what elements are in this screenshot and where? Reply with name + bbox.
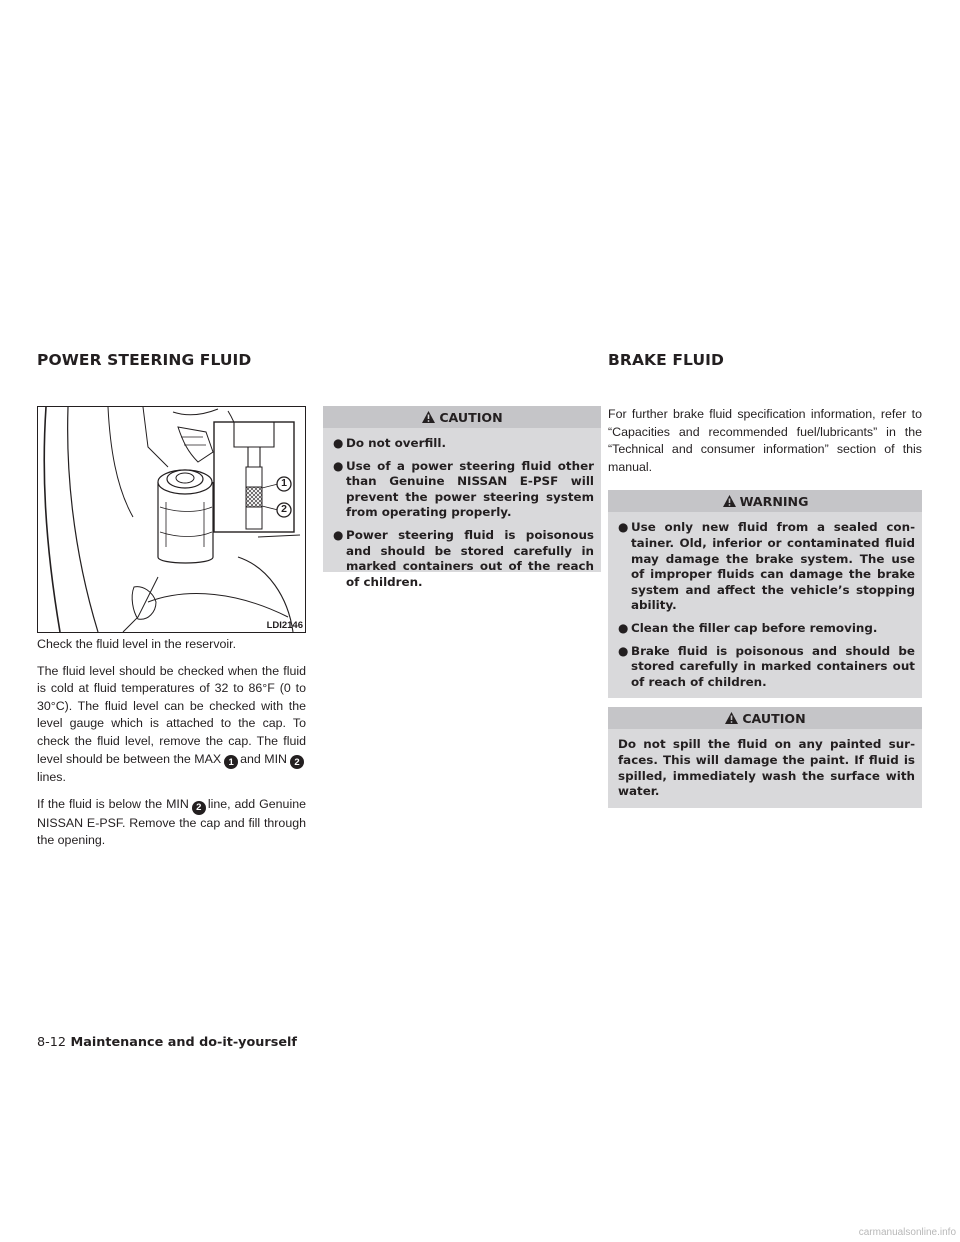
text: The fluid level should be checked when the fluid is cold at fluid temperatures of 32 to 86°F (0 to 30°C). The fluid level can be checked with the level gauge which is attached to the cap. To check the fluid level, remove the cap. The fluid level should be between the MAX [37, 663, 306, 766]
list-item [618, 644, 915, 691]
text: Do not overfill. [346, 436, 446, 450]
text: Use of a power steering fluid other than Genuine NISSAN E-PSF will prevent the power steering system from operating properly. [346, 458, 594, 520]
callout-1: 1 [281, 477, 287, 489]
text: Power steering fluid is poisonous and should be stored carefully in marked containers out of the reach of children. [346, 527, 594, 589]
warning-triangle-icon [722, 494, 737, 508]
page-number: 8-12 [37, 1035, 67, 1050]
callout-max-icon: 1 [224, 755, 238, 769]
brake-warning-box [608, 490, 922, 698]
paragraph-check-level: Check the fluid level in the reservoir. [37, 637, 237, 651]
callout-min-icon: 2 [192, 801, 206, 815]
paragraph-level-instructions [37, 663, 306, 787]
text: and MIN [240, 751, 287, 766]
caution-heading: CAUTION [742, 710, 806, 726]
bullet-icon: ● [333, 436, 344, 450]
reservoir-figure [37, 406, 306, 633]
caution-list [323, 428, 601, 598]
list-item [333, 528, 594, 590]
caution-header [608, 707, 922, 729]
bullet-icon: ● [333, 527, 344, 542]
text: If the fluid is below the MIN [37, 796, 189, 811]
watermark: carmanualsonline.info [858, 1227, 956, 1238]
bullet-icon: ● [618, 643, 629, 658]
callout-min-icon: 2 [290, 755, 304, 769]
bullet-icon: ● [333, 458, 344, 473]
text: Clean the filler cap before removing. [631, 620, 878, 635]
list-item [333, 459, 594, 521]
list-item [618, 621, 915, 637]
brake-caution-box [608, 707, 922, 807]
list-item [618, 520, 915, 614]
reservoir-illustration [38, 407, 305, 632]
callout-2: 2 [281, 503, 287, 515]
chapter-title: Maintenance and do-it-yourself [70, 1035, 297, 1050]
text: Use only new fluid from a sealed container. Old, inferior or contaminated fluid may damage the brake system. The use of improper fluids can damage the brake system and affect the vehicle’s stopping ability. [631, 520, 915, 613]
caution-triangle-icon [724, 711, 739, 725]
text: lines. [37, 770, 66, 785]
list-item [333, 436, 594, 452]
warning-list [608, 512, 922, 698]
warning-heading: WARNING [739, 493, 809, 509]
bullet-icon: ● [618, 620, 629, 635]
paragraph-brake-spec: For further brake fluid specification information, refer to “Capacities and recommended fuel/lubricants” in the “Technical and consumer information” section of this manual. [608, 407, 922, 474]
bullet-icon: ● [618, 520, 629, 535]
text: Do not spill the fluid on any painted surfaces. This will damage the paint. If fluid is spilled, immediately wash the surface with water. [618, 737, 915, 799]
page-footer [37, 1033, 297, 1051]
brake-fluid-title: BRAKE FLUID [608, 351, 724, 369]
warning-header [608, 490, 922, 512]
power-steering-body [37, 636, 306, 859]
caution-triangle-icon [421, 410, 436, 424]
text: line, add Genuine NISSAN E-PSF. Remove the cap and fill through the opening. [37, 796, 306, 848]
power-steering-caution-box [323, 406, 601, 589]
paragraph-add-fluid [37, 796, 306, 850]
caution-text [608, 729, 922, 807]
caution-heading: CAUTION [439, 409, 503, 425]
text: Brake fluid is poisonous and should be stored carefully in marked containers out of reach of children. [631, 643, 915, 689]
power-steering-fluid-title: POWER STEERING FLUID [37, 351, 252, 369]
brake-fluid-body [608, 406, 922, 808]
caution-header [323, 406, 601, 428]
figure-label: LDI2146 [266, 620, 303, 631]
